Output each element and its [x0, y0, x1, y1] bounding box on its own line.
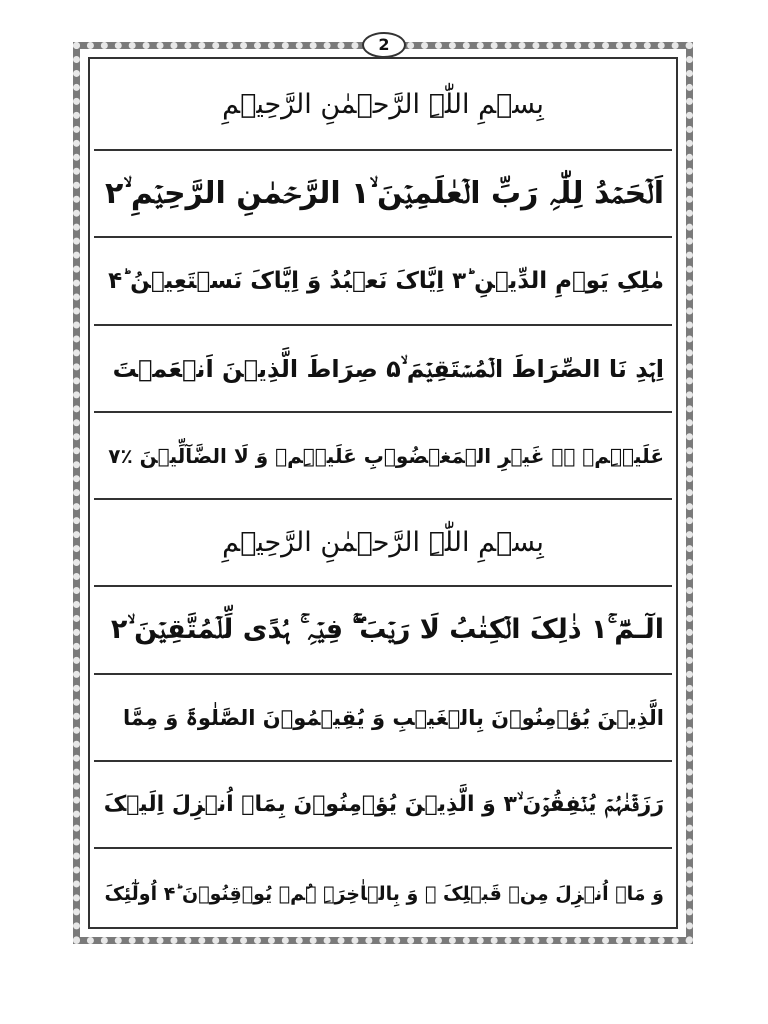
text-panel [88, 57, 678, 929]
bismillah-baqarah: بِسۡمِ اللّٰہِ الرَّحۡمٰنِ الرَّحِیۡمِ [94, 500, 672, 587]
verse-line: وَ مَاۤ اُنۡزِلَ مِنۡ قَبۡلِکَ ۚ وَ بِالۡاٰخِرَۃِ ہُمۡ یُوۡقِنُوۡنَ ؕ۴ اُولٰٓئِکَ [104, 883, 664, 905]
text-lines [90, 59, 676, 927]
page-frame [73, 42, 693, 944]
verse-line: رَزَقۡنٰہُمۡ یُنۡفِقُوۡنَ ۙ۳ وَ الَّذِیۡنَ یُؤۡمِنُوۡنَ بِمَاۤ اُنۡزِلَ اِلَیۡکَ [94, 762, 672, 849]
verse-line: اِہۡدِ نَا الصِّرَاطَ الۡمُسۡتَقِیۡمَ ۙ۵ صِرَاطَ الَّذِیۡنَ اَنۡعَمۡتَ [94, 326, 672, 413]
page-number: 2 [362, 32, 406, 58]
verse-line: اَلۡحَمۡدُ لِلّٰہِ رَبِّ الۡعٰلَمِیۡنَ ۙ۱ الرَّحۡمٰنِ الرَّحِیۡمِ ۙ۲ [94, 151, 672, 238]
verse-line: الٓـمّٓ ۚ۱ ذٰلِکَ الۡکِتٰبُ لَا رَیۡبَ ۚۖ فِیۡہِ ۚ ہُدًی لِّلۡمُتَّقِیۡنَ ۙ۲ [94, 587, 672, 675]
verse-line: مٰلِکِ یَوۡمِ الدِّیۡنِ ؕ۳ اِیَّاکَ نَعۡبُدُ وَ اِیَّاکَ نَسۡتَعِیۡنُ ؕ۴ [94, 238, 672, 326]
verse-line: الَّذِیۡنَ یُؤۡمِنُوۡنَ بِالۡغَیۡبِ وَ یُقِیۡمُوۡنَ الصَّلٰوۃَ وَ مِمَّا [94, 675, 672, 762]
bismillah-fatiha: بِسۡمِ اللّٰہِ الرَّحۡمٰنِ الرَّحِیۡمِ [94, 59, 672, 151]
verse-line: عَلَیۡہِمۡ ۬ۙ غَیۡرِ الۡمَغۡضُوۡبِ عَلَیۡہِمۡ وَ لَا الضَّآلِّیۡنَ ٪۷ [94, 413, 672, 500]
